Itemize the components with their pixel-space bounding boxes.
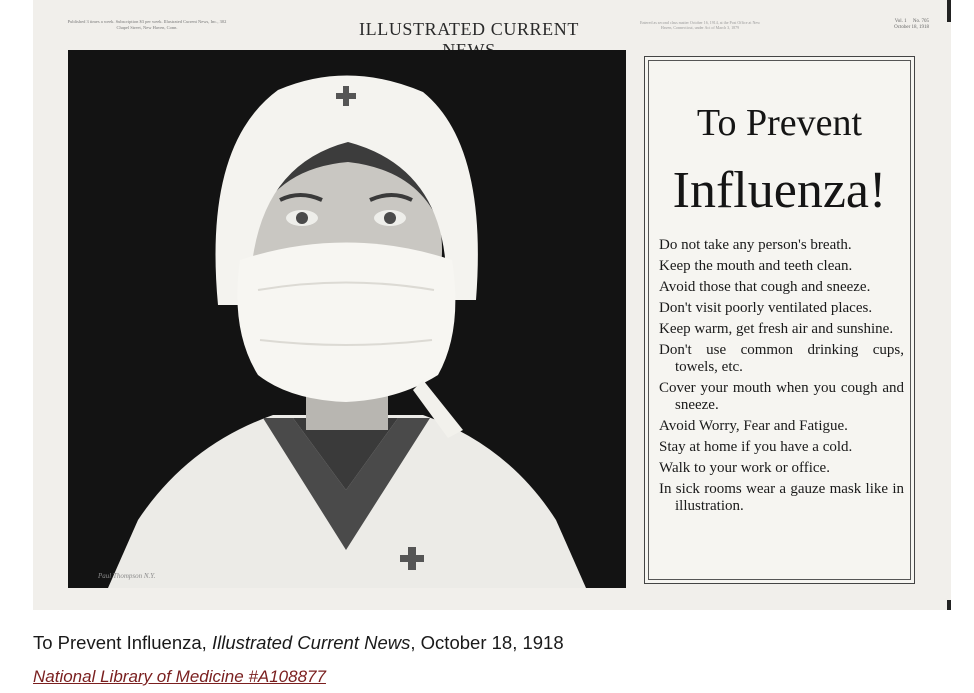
masthead-publisher-note: Published 3 times a week. Subscription $3 per week. Illustrated Current News, Inc., 302 Chapel Street, New Haven, Conn. bbox=[67, 19, 227, 30]
rule-item: Keep warm, get fresh air and sunshine. bbox=[659, 321, 894, 337]
poster-image bbox=[33, 0, 951, 610]
credit-link[interactable]: National Library of Medicine #A108877 bbox=[33, 667, 326, 686]
masthead-title: ILLUSTRATED CURRENT bbox=[359, 19, 579, 39]
rule-item: Avoid those that cough and sneeze. bbox=[659, 279, 871, 295]
caption-prefix: To Prevent Influenza, bbox=[33, 632, 212, 653]
masthead-postal-note: Entered as second class matter October 16, 1914, at the Post Office at New Haven, Connecticut, under Act of March 3, 1879 bbox=[640, 20, 760, 30]
notice-subheading: Influenza! bbox=[672, 162, 887, 219]
photo-signature: Paul Thompson N.Y. bbox=[98, 572, 156, 580]
prevention-rules-list bbox=[659, 237, 904, 519]
masthead-number: No. 705 bbox=[912, 19, 929, 24]
nurse-illustration bbox=[68, 50, 626, 588]
rule-item: Keep the mouth and teeth clean. bbox=[659, 258, 853, 274]
caption-suffix: , October 18, 1918 bbox=[410, 632, 564, 653]
notice-heading: To Prevent bbox=[696, 102, 863, 144]
rule-item: Walk to your work or office. bbox=[659, 460, 830, 476]
nurse-photo bbox=[68, 50, 626, 588]
rule-item: Do not take any person's breath. bbox=[659, 237, 852, 253]
scan-edge-mark bbox=[947, 0, 951, 22]
masthead-date: October 18, 1918 bbox=[894, 25, 929, 30]
rule-item: Avoid Worry, Fear and Fatigue. bbox=[659, 418, 848, 434]
rule-item: In sick rooms wear a gauze mask like in illustration. bbox=[659, 481, 904, 514]
image-caption bbox=[33, 632, 564, 654]
masthead-volume: Vol. 1 bbox=[894, 19, 907, 24]
caption-publication: Illustrated Current News bbox=[211, 632, 411, 653]
prevention-notice-box bbox=[644, 56, 915, 584]
rule-item: Cover your mouth when you cough and sneeze. bbox=[659, 380, 904, 413]
scan-edge-mark bbox=[947, 600, 951, 610]
rule-item: Stay at home if you have a cold. bbox=[659, 439, 853, 455]
rule-item: Don't use common drinking cups, towels, etc. bbox=[659, 342, 904, 375]
rule-item: Don't visit poorly ventilated places. bbox=[659, 300, 873, 316]
masthead-issue bbox=[831, 19, 929, 31]
